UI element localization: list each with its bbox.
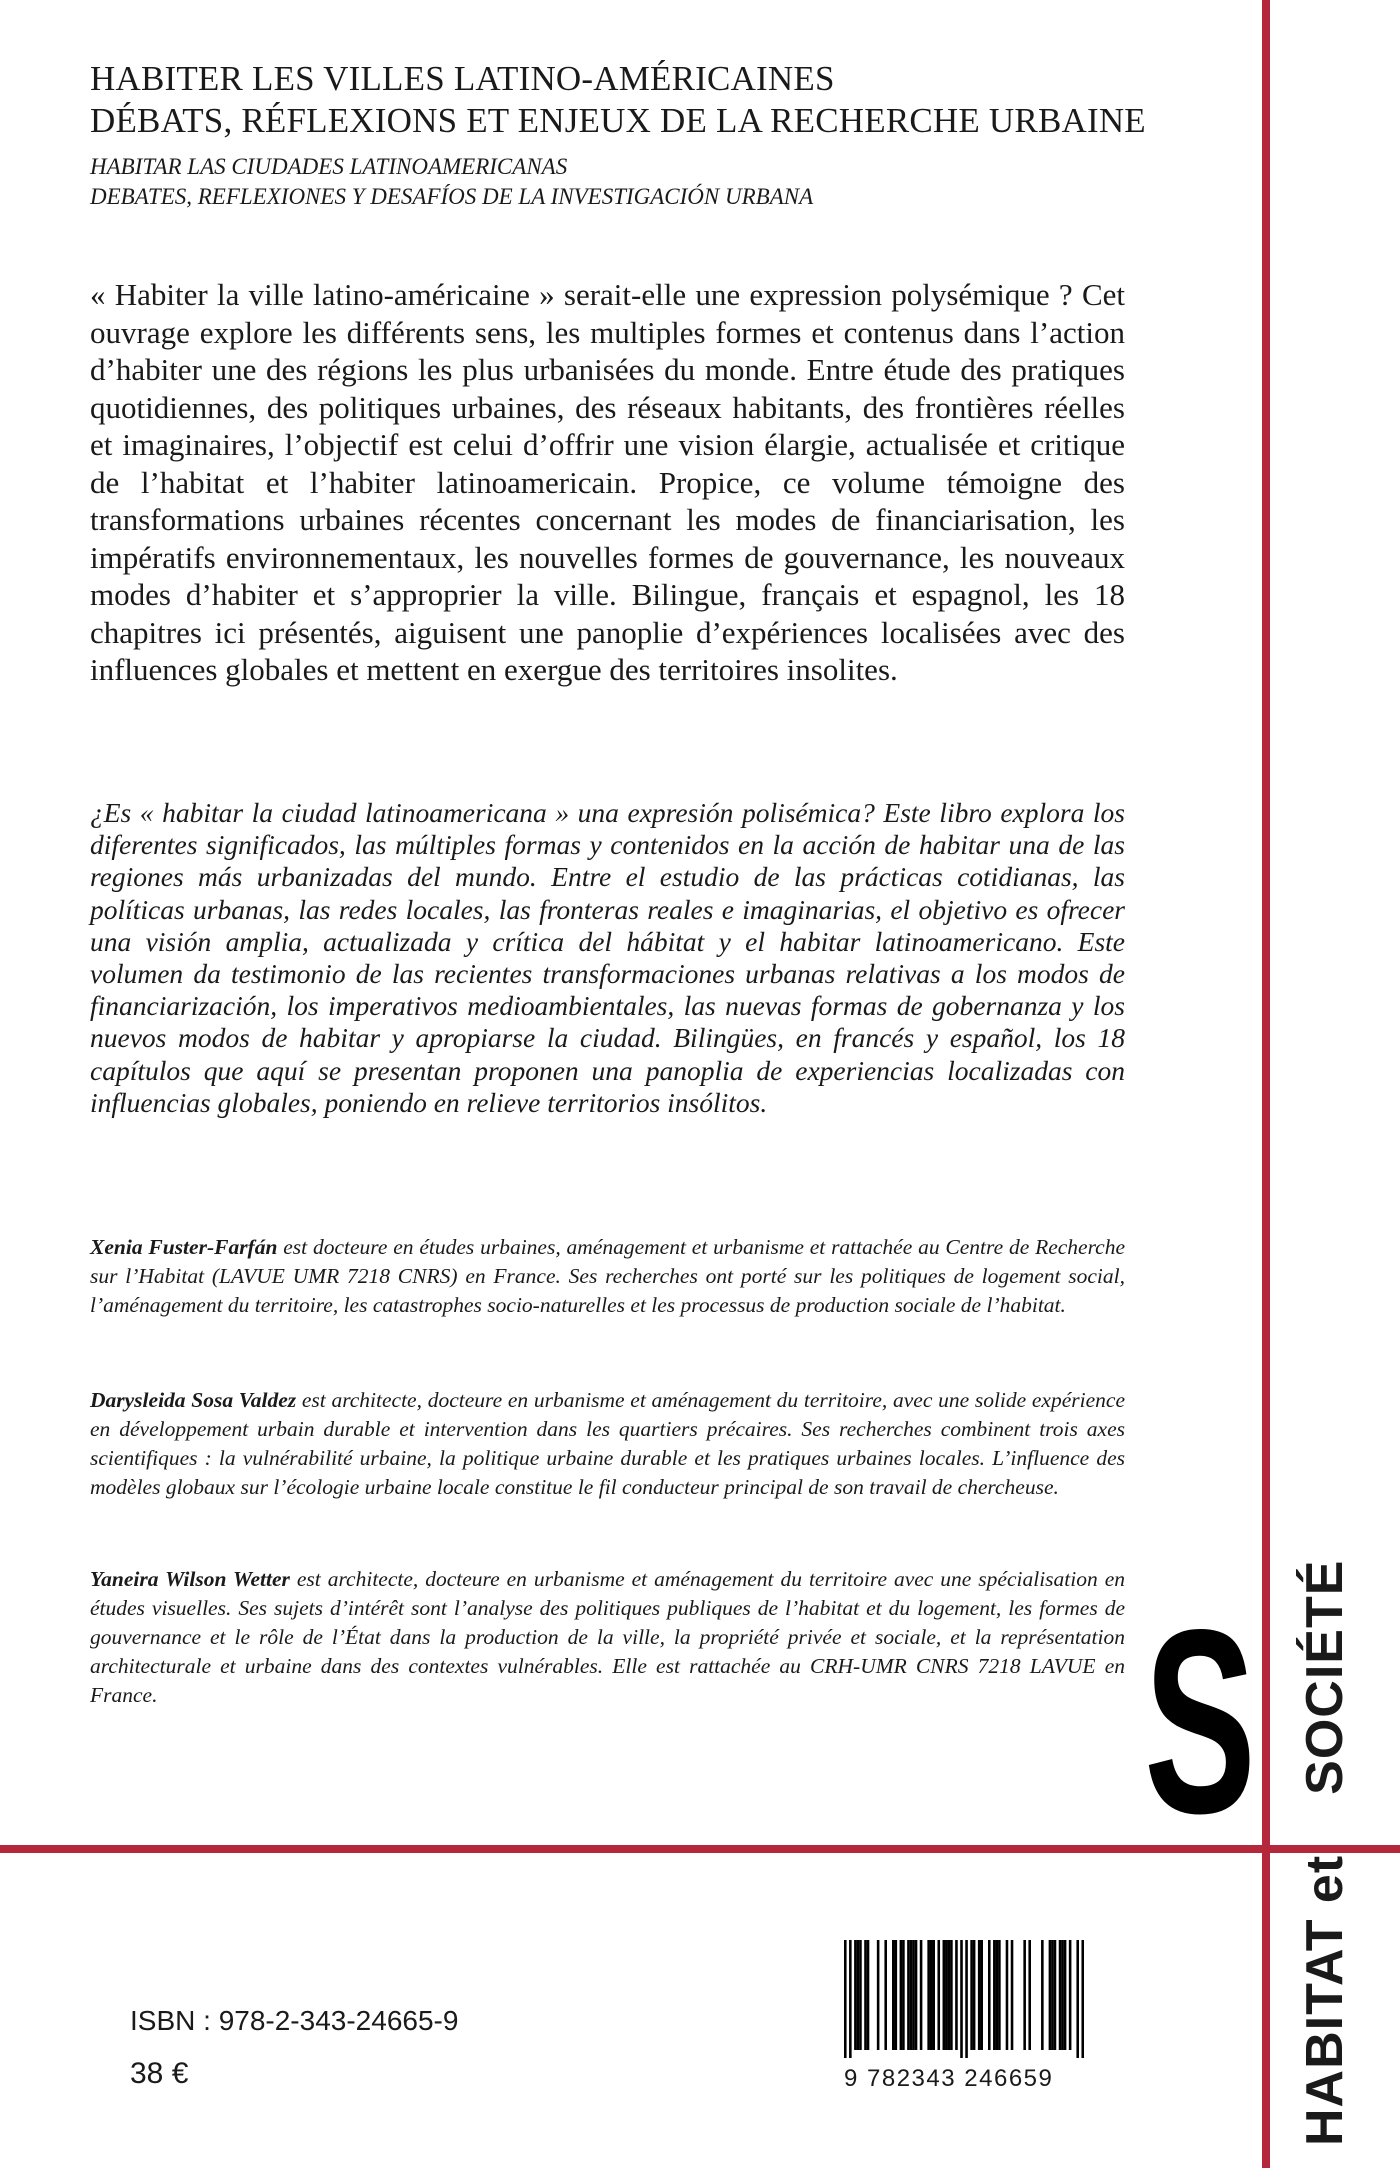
barcode-bar	[945, 1940, 948, 2050]
barcode-bar	[1064, 1940, 1067, 2050]
series-logo-s	[1140, 1620, 1260, 1825]
barcode-bar	[912, 1940, 915, 2050]
isbn: ISBN : 978-2-343-24665-9	[130, 2005, 459, 2036]
red-vertical-rule	[1262, 0, 1270, 2168]
barcode-bar	[965, 1940, 968, 2058]
barcode-bar	[1081, 1940, 1084, 2058]
barcode-bar	[877, 1940, 880, 2050]
barcode-bar	[1006, 1940, 1009, 2050]
barcode-bar	[932, 1940, 935, 2050]
author-bio	[90, 1386, 1125, 1502]
barcode-bar	[902, 1940, 905, 2050]
author-name: Darysleida Sosa Valdez	[90, 1388, 297, 1412]
barcode-bar	[1054, 1940, 1057, 2050]
barcode-bar	[1069, 1940, 1072, 2050]
author-bio-text: est architecte, docteure en urbanisme et aménagement du territoire avec une spécialisation en études visuelles. Ses sujets d’intérêt sont l’analyse des politiques publiques de l’habitat et du logement, les formes de gouvernance et le rôle de l’État dans la production de la ville, la propriété privée et sociale, et la représentation architecturale et urbaine dans des contextes vulnérables. Elle est rattachée au CRH-UMR CNRS 7218 LAVUE en France.	[90, 1567, 1125, 1707]
barcode-bar	[996, 1940, 999, 2050]
barcode-bar	[980, 1940, 983, 2050]
barcode-bar	[955, 1940, 958, 2050]
barcode-bar	[892, 1940, 895, 2050]
barcode-bar	[857, 1940, 860, 2050]
barcode-bar	[849, 1940, 852, 2058]
title-es-line2: DEBATES, REFLEXIONES Y DESAFÍOS DE LA INVESTIGACIÓN URBANA	[90, 184, 814, 209]
series-name-part1: HABITAT et	[1296, 1854, 1354, 2146]
red-horizontal-rule	[0, 1845, 1400, 1853]
barcode-bar	[854, 1940, 857, 2050]
series-logo-letter: S	[1144, 1620, 1256, 1825]
barcode-bar	[998, 1940, 1001, 2050]
barcode-bar	[927, 1940, 930, 2050]
author-bio-text: est architecte, docteure en urbanisme et aménagement du territoire, avec une solide expérience en développement urbain durable et intervention dans les quartiers précaires. Ses recherches combinent trois axes scientifiques : la vulnérabilité urbaine, la politique urbaine durable et les pratiques urbaines locales. L’influence des modèles globaux sur l’écologie urbaine locale constitue le fil conducteur principal de son travail de chercheuse.	[90, 1388, 1125, 1499]
barcode-bar	[960, 1940, 963, 2058]
barcode-bar	[973, 1940, 976, 2050]
barcode-bar	[937, 1940, 940, 2050]
barcode-bar	[943, 1940, 946, 2050]
barcode	[844, 1940, 1084, 2093]
barcode-number: 9 782343 246659	[844, 2065, 1054, 2092]
author-bio	[90, 1565, 1125, 1710]
barcode-bar	[884, 1940, 887, 2050]
barcode-bar	[948, 1940, 951, 2050]
barcode-bar	[978, 1940, 981, 2050]
barcode-bar	[1041, 1940, 1044, 2050]
title-fr-line1: HABITER LES VILLES LATINO-AMÉRICAINES	[90, 59, 835, 98]
barcode-bar	[930, 1940, 933, 2050]
author-bio-text: est docteure en études urbaines, aménagement et urbanisme et rattachée au Centre de Recherche sur l’Habitat (LAVUE UMR 7218 CNRS) en France. Ses recherches ont porté sur les politiques de logement social, l’aménagement du territoire, les catastrophes socio-naturelles et les processus de production sociale de l’habitat.	[90, 1235, 1125, 1317]
barcode-bar	[1059, 1940, 1062, 2050]
author-name: Xenia Fuster-Farfán	[90, 1235, 278, 1259]
barcode-bar	[900, 1940, 903, 2050]
barcode-bar	[950, 1940, 953, 2050]
barcode-bar	[907, 1940, 910, 2050]
series-name-part2: SOCIÉTÉ	[1296, 1559, 1354, 1795]
author-bio	[90, 1233, 1125, 1320]
summary-french: « Habiter la ville latino-américaine » serait-elle une expression polysémique ? Cet ouvrage explore les différents sens, les multiples formes et contenus dans l’action d’habiter une des régions les plus urbanisées du monde. Entre étude des pratiques quotidiennes, des politiques urbaines, des réseaux habitants, des frontières réelles et imaginaires, l’objectif est celui d’offrir une vision élargie, actualisée et critique de l’habitat et l’habiter latinoamericain. Propice, ce volume témoigne des transformations urbaines récentes concernant les modes de financiarisation, les impératifs environnementaux, les nouvelles formes de gouvernance, les nouveaux modes d’habiter et s’approprier la ville. Bilingue, français et espagnol, les 18 chapitres ici présentés, aiguisent une panoplie d’expériences localisées avec des influences globales et mettent en exergue des territoires insolites.	[90, 277, 1125, 687]
barcode-bar	[1061, 1940, 1064, 2050]
barcode-bar	[920, 1940, 923, 2050]
barcode-bar	[993, 1940, 996, 2050]
barcode-bars	[844, 1940, 1084, 2058]
price: 38 €	[130, 2057, 189, 2090]
barcode-bar	[988, 1940, 991, 2050]
summary-spanish: ¿Es « habitar la ciudad latinoamericana » una expresión polisémica? Este libro explora los diferentes significados, las múltiples formas y contenidos en la acción de habitar una de las regiones más urbanizadas del mundo. Entre el estudio de las prácticas cotidianas, las políticas urbanas, las redes locales, las fronteras reales e imaginarias, el objetivo es ofrecer una visión amplia, actualizada y crítica del hábitat y el habitar latinoamericano. Este volumen da testimonio de las recientes transformaciones urbanas relativas a los modos de financiarización, los imperativos medioambientales, las nuevas formas de gobernanza y los nuevos modos de habitar y apropiarse la ciudad. Bilingües, en francés y español, los 18 capítulos que aquí se presentan proponen una panoplia de experiencias localizadas con influencias globales, poniendo en relieve territorios insólitos.	[90, 797, 1125, 1118]
barcode-bar	[910, 1940, 913, 2050]
barcode-bar	[1028, 1940, 1031, 2050]
barcode-bar	[970, 1940, 973, 2050]
barcode-bar	[1049, 1940, 1052, 2050]
barcode-bar	[915, 1940, 918, 2050]
title-fr-line2: DÉBATS, RÉFLEXIONS ET ENJEUX DE LA RECHERCHE URBAINE	[90, 101, 1146, 140]
barcode-bar	[1023, 1940, 1026, 2050]
barcode-bar	[1076, 1940, 1079, 2058]
barcode-bar	[1011, 1940, 1014, 2050]
author-name: Yaneira Wilson Wetter	[90, 1567, 290, 1591]
barcode-bar	[867, 1940, 870, 2050]
barcode-bar	[844, 1940, 847, 2058]
barcode-bar	[859, 1940, 862, 2050]
title-es-line1: HABITAR LAS CIUDADES LATINOAMERICANAS	[90, 154, 568, 179]
barcode-bar	[864, 1940, 867, 2050]
barcode-bar	[1051, 1940, 1054, 2050]
series-name	[1290, 1560, 1360, 2168]
barcode-bar	[895, 1940, 898, 2050]
title-block	[90, 58, 1230, 212]
